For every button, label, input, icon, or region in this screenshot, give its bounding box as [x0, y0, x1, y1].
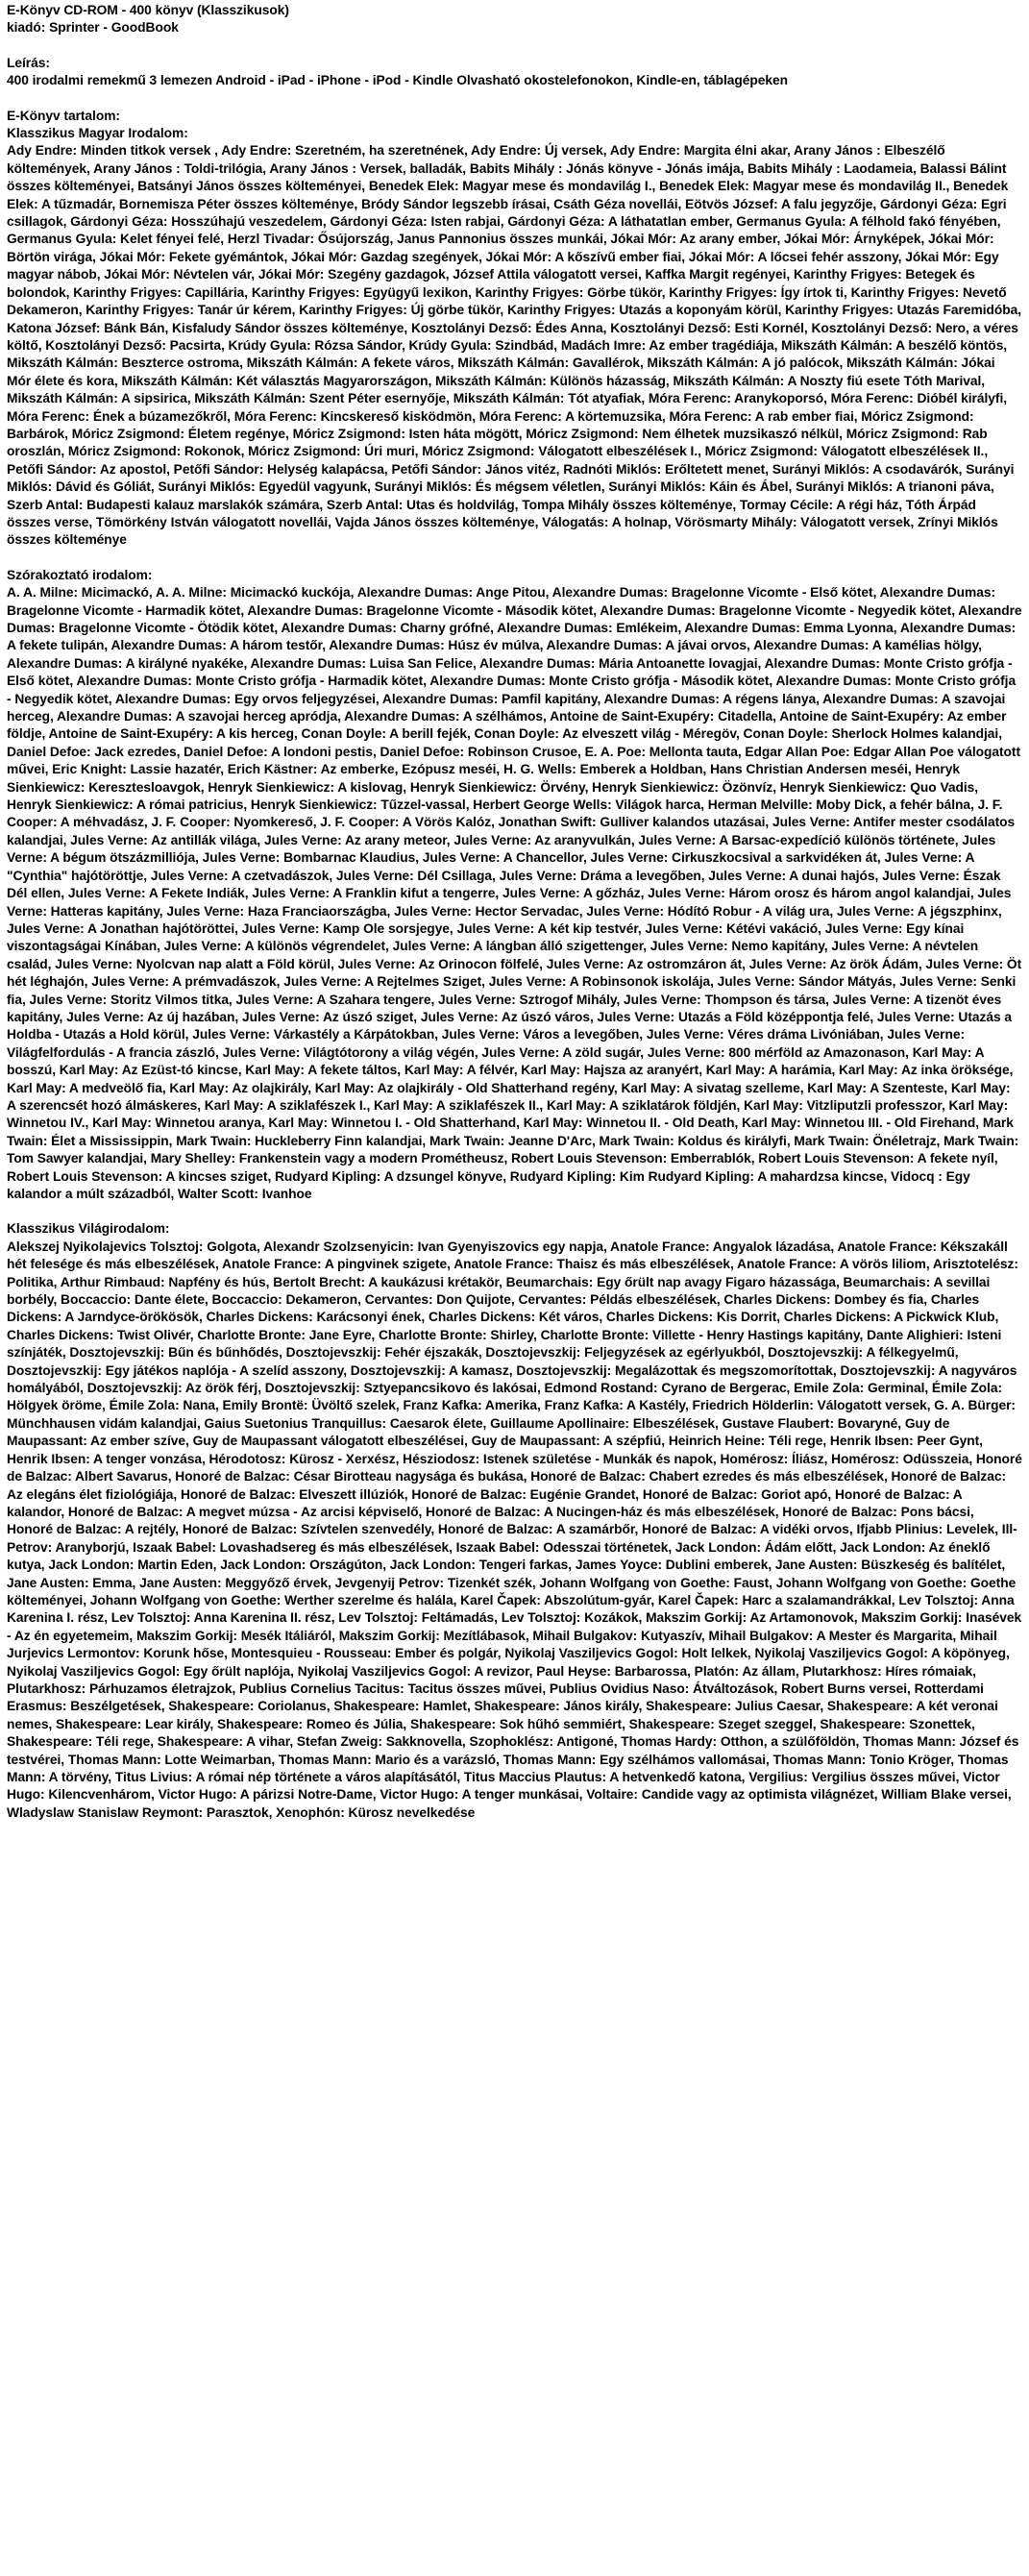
- spacer: [7, 37, 1022, 55]
- product-title: E-Könyv CD-ROM - 400 könyv (Klasszikusok): [7, 3, 289, 17]
- description-text: 400 irodalmi remekmű 3 lemezen Android - iPad - iPhone - iPod - Kindle Olvasható okostelefonokon, Kindle-en, táblagépeken: [7, 73, 788, 88]
- section-heading-hungarian: Klasszikus Magyar Irodalom:: [7, 126, 188, 141]
- section-heading-entertainment: Szórakoztató irodalom:: [7, 567, 153, 582]
- publisher-line: kiadó: Sprinter - GoodBook: [7, 20, 179, 36]
- section-body-hungarian: Ady Endre: Minden titkok versek , Ady Endre: Szeretném, ha szeretnének, Ady Endre: Új versek, Ady Endre: Margita élni akar, Arany János : Elbeszélő költemények, Arany János : Toldi-trilógia, Arany János : Versek, balladák, Babits Mihály : Jónás könyve - Jónás imája, Babits Mihály : Laodameia, Balassi Bálint összes költeményei, Batsányi János összes költeményei, Benedek Elek: Magyar mese és mondavilág I., Benedek Elek: Magyar mese és mondavilág II., Benedek Elek: A tűzmadár, Bornemisza Péter összes költeménye, Bródy Sándor legszebb írásai, Csáth Géza novellái, Eötvös József: A falu jegyzője, Gárdonyi Géza: Egri csillagok, Gárdonyi Géza: Hosszúhajú veszedelem, Gárdonyi Géza: Isten rabjai, Gárdonyi Géza: A láthatatlan ember, Germanus Gyula: A félhold fakó fényében, Germanus Gyula: Kelet fényei felé, Herzl Tivadar: Ősújország, Janus Pannonius összes munkái, Jókai Mór: Az arany ember, Jókai Mór: Árnyképek, Jókai Mór: Börtön virága, Jókai Mór: Fekete gyémántok, Jókai Mór: Gazdag szegények, Jókai Mór: A kőszívű ember fiai, Jókai Mór: A lőcsei fehér asszony, Jókai Mór: Egy magyar nábob, Jókai Mór: Névtelen vár, Jókai Mór: Szegény gazdagok, József Attila válogatott versei, Kaffka Margit regényei, Karinthy Frigyes: Betegek és bolondok, Karinthy Frigyes: Capillária, Karinthy Frigyes: Együgyű lexikon, Karinthy Frigyes: Görbe tükör, Karinthy Frigyes: Így írtok ti, Karinthy Frigyes: Nevető Dekameron, Karinthy Frigyes: Tanár úr kérem, Karinthy Frigyes: Új görbe tükör, Karinthy Frigyes: Utazás a koponyám körül, Karinthy Frigyes: Utazás Faremidóba, Katona József: Bánk Bán, Kisfaludy Sándor összes költeménye, Kosztolányi Dezső: Édes Anna, Kosztolányi Dezső: Esti Kornél, Kosztolányi Dezső: Nero, a véres költő, Kosztolányi Dezső: Pacsirta, Krúdy Gyula: Rózsa Sándor, Krúdy Gyula: Szindbád, Madách Imre: Az ember tragédiája, Mikszáth Kálmán: A beszélő köntös, Mikszáth Kálmán: Beszterce ostroma, Mikszáth Kálmán: A fekete város, Mikszáth Kálmán: Gavallérok, Mikszáth Kálmán: A jó palócok, Mikszáth Kálmán: Jókai Mór élete és kora, Mikszáth Kálmán: Két választás Magyarországon, Mikszáth Kálmán: Különös házasság, Mikszáth Kálmán: A Noszty fiú esete Tóth Marival, Mikszáth Kálmán: A sipsirica, Mikszáth Kálmán: Szent Péter esernyője, Mikszáth Kálmán: Tót atyafiak, Móra Ferenc: Aranykoporsó, Móra Ferenc: Dióbél királyfi, Móra Ferenc: Ének a búzamezőkről, Móra Ferenc: Kincskereső kisködmön, Móra Ferenc: A körtemuzsika, Móra Ferenc: A rab ember fiai, Móricz Zsigmond: Barbárok, Móricz Zsigmond: Életem regénye, Móricz Zsigmond: Isten háta mögött, Móricz Zsigmond: Nem élhetek muzsikaszó nélkül, Móricz Zsigmond: Rab oroszlán, Móricz Zsigmond: Rokonok, Móricz Zsigmond: Úri muri, Móricz Zsigmond: Válogatott elbeszélések I., Móricz Zsigmond: Válogatott elbeszélések II., Petőfi Sándor: Az apostol, Petőfi Sándor: Helység kalapácsa, Petőfi Sándor: János vitéz, Radnóti Miklós: Erőltetett menet, Surányi Miklós: A csodavárók, Surányi Miklós: Dávid és Góliát, Surányi Miklós: Egyedül vagyunk, Surányi Miklós: És mégsem véletlen, Surányi Miklós: Káin és Ábel, Surányi Miklós: A trianoni páva, Szerb Antal: Budapesti kalauz marslakók számára, Szerb Antal: Utas és holdvilág, Tompa Mihály összes költeménye, Tormay Cécile: A régi ház, Tóth Árpád összes verse, Tömörkény István válogatott novellái, Vajda János összes költeménye, Válogatás: A holnap, Vörösmarty Mihály: Válogatott versek, Zrínyi Miklós összes költeménye: [7, 143, 1022, 548]
- description-label: Leírás:: [7, 55, 50, 70]
- spacer: [7, 1203, 1022, 1220]
- section-body-entertainment: A. A. Milne: Micimackó, A. A. Milne: Micimackó kuckója, Alexandre Dumas: Ange Pitou, Alexandre Dumas: Bragelonne Vicomte - Első kötet, Alexandre Dumas: Bragelonne Vicomte - Harmadik kötet, Alexandre Dumas: Bragelonne Vicomte - Második kötet, Alexandre Dumas: Bragelonne Vicomte - Negyedik kötet, Alexandre Dumas: Bragelonne Vicomte - Ötödik kötet, Alexandre Dumas: Charny grófné, Alexandre Dumas: Emlékeim, Alexandre Dumas: Emma Lyonna, Alexandre Dumas: A fekete tulipán, Alexandre Dumas: A három testőr, Alexandre Dumas: Húsz év múlva, Alexandre Dumas: A jávai orvos, Alexandre Dumas: A kamélias hölgy, Alexandre Dumas: A királyné nyakéke, Alexandre Dumas: Luisa San Felice, Alexandre Dumas: Mária Antoanette lovagjai, Alexandre Dumas: Monte Cristo grófja - Első kötet, Alexandre Dumas: Monte Cristo grófja - Harmadik kötet, Alexandre Dumas: Monte Cristo grófja - Második kötet, Alexandre Dumas: Monte Cristo grófja - Negyedik kötet, Alexandre Dumas: Egy orvos feljegyzései, Alexandre Dumas: Pamfil kapitány, Alexandre Dumas: A régens lánya, Alexandre Dumas: A szavojai herceg, Alexandre Dumas: A szavojai herceg apródja, Alexandre Dumas: A szélhámos, Antoine de Saint-Exupéry: Citadella, Antoine de Saint-Exupéry: Az ember földje, Antoine de Saint-Exupéry: A kis herceg, Conan Doyle: A berill fejék, Conan Doyle: Az elveszett világ - Méregöv, Conan Doyle: Sherlock Holmes kalandjai, Daniel Defoe: Jack ezredes, Daniel Defoe: A londoni pestis, Daniel Defoe: Robinson Crusoe, E. A. Poe: Mellonta tauta, Edgar Allan Poe: Edgar Allan Poe válogatott művei, Eric Knight: Lassie hazatér, Erich Kästner: Az emberke, Ezópusz meséi, H. G. Wells: Emberek a Holdban, Hans Christian Andersen meséi, Henryk Sienkiewicz: Keresztesloavgok, Henryk Sienkiewicz: A kislovag, Henryk Sienkiewicz: Örvény, Henryk Sienkiewicz: Özönvíz, Henryk Sienkiewicz: Quo Vadis, Henryk Sienkiewicz: A római patricius, Henryk Sienkiewicz: Tűzzel-vassal, Herbert George Wells: Világok harca, Herman Melville: Moby Dick, a fehér bálna, J. F. Cooper: A méhvadász, J. F. Cooper: Nyomkereső, J. F. Cooper: A Vörös Kalóz, Jonathan Swift: Gulliver kalandos utazásai, Jules Verne: Antifer mester csodálatos kalandjai, Jules Verne: Az antillák világa, Jules Verne: Az arany meteor, Jules Verne: Az aranyvulkán, Jules Verne: A Barsac-expedíció különös története, Jules Verne: A bégum ötszázmilliója, Jules Verne: Bombarnac Klaudius, Jules Verne: A Chancellor, Jules Verne: Cirkuszkocsival a sarkvidéken át, Jules Verne: A "Cynthia" hajótöröttje, Jules Verne: A czetvadászok, Jules Verne: Dél Csillaga, Jules Verne: Dráma a levegőben, Jules Verne: A dunai hajós, Jules Verne: Észak Dél ellen, Jules Verne: A Fekete Indiák, Jules Verne: A Franklin kifut a tengerre, Jules Verne: A gőzház, Jules Verne: Három orosz és három angol kalandjai, Jules Verne: Hatteras kapitány, Jules Verne: Haza Franciaországba, Jules Verne: Hector Servadac, Jules Verne: Hódító Robur - A világ ura, Jules Verne: A jégszphinx, Jules Verne: A Jonathan hajótöröttei, Jules Verne: Kamp Ole sorsjegye, Jules Verne: A két kip testvér, Jules Verne: Kétévi vakáció, Jules Verne: Egy kínai viszontagságai Kínában, Jules Verne: A különös végrendelet, Jules Verne: A lángban álló szigettenger, Jules Verne: Nemo kapitány, Jules Verne: A névtelen család, Jules Verne: Nyolcvan nap alatt a Föld körül, Jules Verne: Az Orinocon fölfelé, Jules Verne: Az ostromzáron át, Jules Verne: Az örök Ádám, Jules Verne: Öt hét léghajón, Jules Verne: A prémvadászok, Jules Verne: A Rejtelmes Sziget, Jules Verne: A Robinsonok iskolája, Jules Verne: Sándor Mátyás, Jules Verne: Senki fia, Jules Verne: Storitz Vilmos titka, Jules Verne: A Szahara tengere, Jules Verne: Sztrogof Mihály, Jules Verne: Thompson és társa, Jules Verne: A tizenöt éves kapitány, Jules Verne: Az új hazában, Jules Verne: Az úszó sziget, Jules Verne: Az úszó város, Jules Verne: Utazás a Föld középpontja felé, Jules Verne: Utazás a Holdba - Utazás a Hold körül, Jules Verne: Várkastély a Kárpátokban, Jules Verne: Város a levegőben, Jules Verne: Véres dráma Livóniában, Jules Verne: Világfelfordulás - A francia zászló, Jules Verne: Világtótorony a világ végén, Jules Verne: A zöld sugár, Jules Verne: 800 mérföld az Amazonason, Karl May: A bosszú, Karl May: Az Ezüst-tó kincse, Karl May: A fekete táltos, Karl May: A félvér, Karl May: Hajsza az aranyért, Karl May: A harámia, Karl May: Az inka öröksége, Karl May: A medveölő fia, Karl May: Az olajkirály, Karl May: Az olajkirály - Old Shatterhand regény, Karl May: A sivatag szelleme, Karl May: A Szenteste, Karl May: A szerencsét hozó álmáskeres, Karl May: A sziklafészek I., Karl May: A sziklafészek II., Karl May: A sziklatárok földjén, Karl May: Vitzliputzli professzor, Karl May: Winnetou IV., Karl May: Winnetou aranya, Karl May: Winnetou I. - Old Shatterhand, Karl May: Winnetou II. - Old Death, Karl May: Winnetou III. - Old Firehand, Mark Twain: Élet a Mississippin, Mark Twain: Huckleberry Finn kalandjai, Mark Twain: Jeanne D'Arc, Mark Twain: Koldus és királyfi, Mark Twain: Önéletrajz, Mark Twain: Tom Sawyer kalandjai, Mary Shelley: Frankenstein vagy a modern Prométheusz, Robert Louis Stevenson: Emberrablók, Robert Louis Stevenson: A fekete nyíl, Robert Louis Stevenson: A kincses sziget, Rudyard Kipling: A dzsungel könyve, Rudyard Kipling: Kim Rudyard Kipling: A mahardzsa kincse, Vidocq : Egy kalandor a múlt századból, Walter Scott: Ivanhoe: [7, 585, 1022, 1201]
- section-body-world: Alekszej Nyikolajevics Tolsztoj: Golgota, Alexandr Szolzsenyicin: Ivan Gyenyiszovics egy napja, Anatole France: Angyalok lázadása, Anatole France: Kékszakáll hét felesége és más elbeszélések, Anatole France: A pingvinek szigete, Anatole France: Thaisz és más elbeszélések, Anatole France: A vörös liliom, Arisztotelész: Politika, Arthur Rimbaud: Napfény és hús, Bertolt Brecht: A kaukázusi krétakör, Beumarchais: Egy őrült nap avagy Figaro házassága, Beumarchais: A sevillai borbély, Boccaccio: Dante élete, Boccaccio: Dekameron, Cervantes: Don Quijote, Cervantes: Példás elbeszélések, Charles Dickens: Dombey és fia, Charles Dickens: A Jarndyce-örökösök, Charles Dickens: Karácsonyi ének, Charles Dickens: Két város, Charles Dickens: Kis Dorrit, Charles Dickens: A Pickwick Klub, Charles Dickens: Twist Olivér, Charlotte Bronte: Jane Eyre, Charlotte Bronte: Shirley, Charlotte Bronte: Villette - Henry Hastings kapitány, Dante Alighieri: Isteni színjáték, Dosztojevszkij: Bűn és bűnhődés, Dosztojevszkij: Fehér éjszakák, Dosztojevszkij: Feljegyzések az egérlyukból, Dosztojevszkij: A félkegyelmű, Dosztojevszkij: Egy játékos naplója - A szelíd asszony, Dosztojevszkij: A kamasz, Dosztojevszkij: Megalázottak és megszomorítottak, Dosztojevszkij: A nagyváros homályából, Dosztojevszkij: Az örök férj, Dosztojevszkij: Sztyepancsikovo és lakósai, Edmond Rostand: Cyrano de Bergerac, Emile Zola: Germinal, Émile Zola: Hölgyek öröme, Émile Zola: Nana, Emily Brontë: Üvöltő szelek, Franz Kafka: Amerika, Franz Kafka: A Kastély, Friedrich Hölderlin: Válogatott versek, G. A. Bürger: Münchhausen vidám kalandjai, Gaius Suetonius Tranquillus: Caesarok élete, Guillaume Apollinaire: Elbeszélések, Gustave Flaubert: Bovaryné, Guy de Maupassant: Az ember szíve, Guy de Maupassant válogatott elbeszélései, Guy de Maupassant: A szépfiú, Heinrich Heine: Téli rege, Henrik Ibsen: Peer Gynt, Henrik Ibsen: A tenger vonzása, Hérodotosz: Kürosz - Xerxész, Hésziodosz: Istenek születése - Munkák és napok, Homérosz: Íliász, Homérosz: Odüsszeia, Honoré de Balzac: Albert Savarus, Honoré de Balzac: César Birotteau nagysága és bukása, Honoré de Balzac: Chabert ezredes és más elbeszélések, Honoré de Balzac: Az elegáns élet fiziológiája, Honoré de Balzac: Elveszett illúziók, Honoré de Balzac: Eugénie Grandet, Honoré de Balzac: Goriot apó, Honoré de Balzac: A kalandor, Honoré de Balzac: A megvet múzsa - Az arcisi képviselő, Honoré de Balzac: A Nucingen-ház és más elbeszélések, Honoré de Balzac: Pons bácsi, Honoré de Balzac: A rejtély, Honoré de Balzac: Szívtelen szenvedély, Honoré de Balzac: A szamárbőr, Honoré de Balzac: A vidéki orvos, Ifjabb Plinius: Levelek, Ill-Petrov: Aranyborjú, Iszaak Babel: Lovashadsereg és más elbeszélések, Iszaak Babel: Odesszai történetek, Jack London: Ádám előtt, Jack London: Az éneklő kutya, Jack London: Martin Eden, Jack London: Országúton, Jack London: Tengeri farkas, James Yoyce: Dublini emberek, Jane Austen: Büszkeség és balítélet, Jane Austen: Emma, Jane Austen: Meggyőző érvek, Jevgenyij Petrov: Tizenkét szék, Johann Wolfgang von Goethe: Faust, Johann Wolfgang von Goethe: Goethe költeményei, Johann Wolfgang von Goethe: Werther szerelme és halála, Karel Čapek: Abszolútum-gyár, Karel Čapek: Harc a szalamandrákkal, Lev Tolsztoj: Anna Karenina I. rész, Lev Tolsztoj: Anna Karenina II. rész, Lev Tolsztoj: Feltámadás, Lev Tolsztoj: Kozákok, Makszim Gorkij: Az Artamonovok, Makszim Gorkij: Inasévek - Az én egyetemeim, Makszim Gorkij: Mesék Itáliáról, Makszim Gorkij: Mezítlábasok, Mihail Bulgakov: Kutyaszív, Mihail Bulgakov: A Mester és Margarita, Mihail Jurjevics Lermontov: Korunk hőse, Montesquieu - Rousseau: Ember és polgár, Nyikolaj Vasziljevics Gogol: Holt lelkek, Nyikolaj Vasziljevics Gogol: A köpönyeg, Nyikolaj Vasziljevics Gogol: Egy őrült naplója, Nyikolaj Vasziljevics Gogol: A revizor, Paul Heyse: Barbarossa, Platón: Az állam, Plutarkhosz: Híres rómaiak, Plutarkhosz: Párhuzamos életrajzok, Publius Cornelius Tacitus: Tacitus összes művei, Publius Ovidius Naso: Átváltozások, Robert Burns versei, Rotterdami Erasmus: Beszélgetések, Shakespeare: Coriolanus, Shakespeare: Hamlet, Shakespeare: János király, Shakespeare: Julius Caesar, Shakespeare: A két veronai nemes, Shakespeare: Lear király, Shakespeare: Romeo és Júlia, Shakespeare: Sok hűhó semmiért, Shakespeare: Szeget szeggel, Shakespeare: Szonettek, Shakespeare: Téli rege, Shakespeare: A vihar, Stefan Zweig: Sakknovella, Szophoklész: Antigoné, Thomas Hardy: Otthon, a szülőföldön, Thomas Mann: József és testvérei, Thomas Mann: Lotte Weimarban, Thomas Mann: Mario és a varázsló, Thomas Mann: Egy szélhámos vallomásai, Thomas Mann: Tonio Kröger, Thomas Mann: A törvény, Titus Livius: A római nép története a város alapításától, Titus Maccius Plautus: A hetvenkedő katona, Vergilius: Vergilius összes művei, Victor Hugo: Kilencvenhárom, Victor Hugo: A párizsi Notre-Dame, Victor Hugo: A tenger munkásai, Voltaire: Candide vagy az optimista világnézet, William Blake versei, Wladyslaw Stanislaw Reymont: Parasztok, Xenophón: Kürosz nevelkedése: [7, 1239, 1022, 1820]
- spacer: [7, 90, 1022, 108]
- section-heading-world: Klasszikus Világirodalom:: [7, 1221, 170, 1237]
- contents-label: E-Könyv tartalom:: [7, 108, 120, 123]
- spacer: [7, 550, 1022, 567]
